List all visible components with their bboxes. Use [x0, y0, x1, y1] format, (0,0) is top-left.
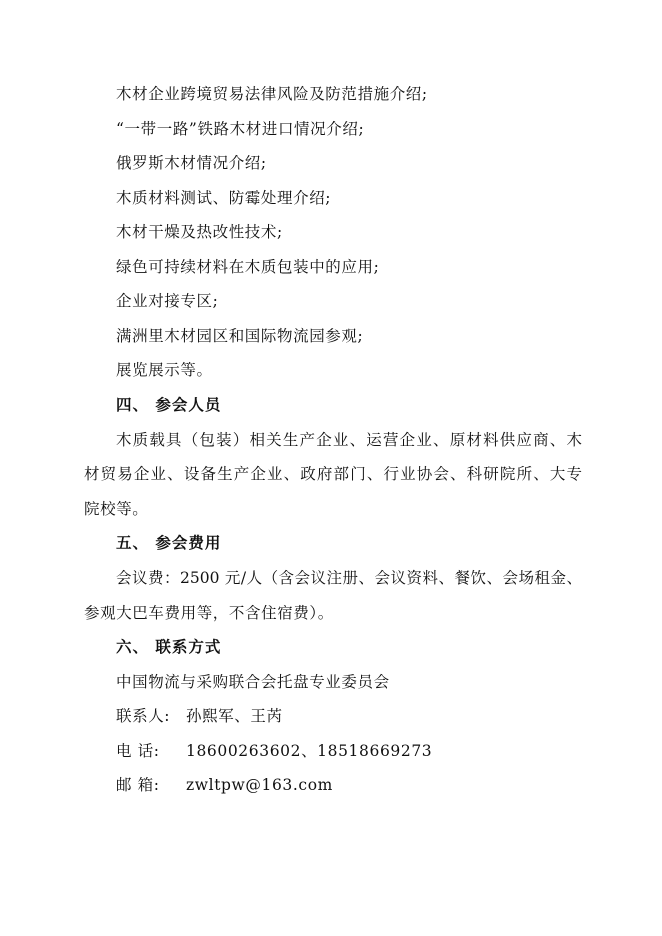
- contact-organization: 中国物流与采购联合会托盘专业委员会: [116, 673, 390, 691]
- fees-text-line: 参观大巴车费用等，不含住宿费）。: [84, 604, 334, 622]
- activity-item: 展览展示等。: [116, 361, 213, 379]
- activity-item: 木材干燥及热改性技术;: [116, 223, 283, 241]
- activity-item: 木材企业跨境贸易法律风险及防范措施介绍;: [116, 85, 428, 103]
- activity-item: 满洲里木材园区和国际物流园参观;: [116, 327, 364, 345]
- section-heading-fees: 五、 参会费用: [116, 534, 222, 552]
- contact-phone-label: 电 话:: [116, 742, 160, 760]
- activity-item: 木质材料测试、防霉处理介绍;: [116, 189, 332, 207]
- section-heading-contact: 六、 联系方式: [116, 638, 222, 656]
- contact-phone-value: 18600263602、18518669273: [186, 742, 433, 760]
- contact-phone-row: [116, 741, 616, 761]
- contact-person-row: [116, 706, 616, 726]
- activity-item: 俄罗斯木材情况介绍;: [116, 154, 267, 172]
- contact-email-value[interactable]: zwltpw@163.com: [186, 776, 333, 794]
- attendees-text-line: 材贸易企业、设备生产企业、政府部门、行业协会、科研院所、大专: [84, 465, 582, 483]
- activity-item: 绿色可持续材料在木质包装中的应用;: [116, 258, 380, 276]
- attendees-text-line: 木质载具（包装）相关生产企业、运营企业、原材料供应商、木: [116, 431, 582, 449]
- contact-person-value: 孙熙军、王芮: [186, 707, 283, 725]
- fees-text-line: 会议费：2500 元/人（含会议注册、会议资料、餐饮、会场租金、: [116, 569, 582, 587]
- activity-item: 企业对接专区;: [116, 292, 219, 310]
- attendees-text-line: 院校等。: [84, 500, 149, 518]
- contact-person-label: 联系人:: [116, 707, 171, 725]
- contact-email-label: 邮 箱:: [116, 776, 160, 794]
- section-heading-attendees: 四、 参会人员: [116, 396, 222, 414]
- activity-item: “一带一路”铁路木材进口情况介绍;: [116, 120, 365, 138]
- contact-email-row: [116, 775, 616, 795]
